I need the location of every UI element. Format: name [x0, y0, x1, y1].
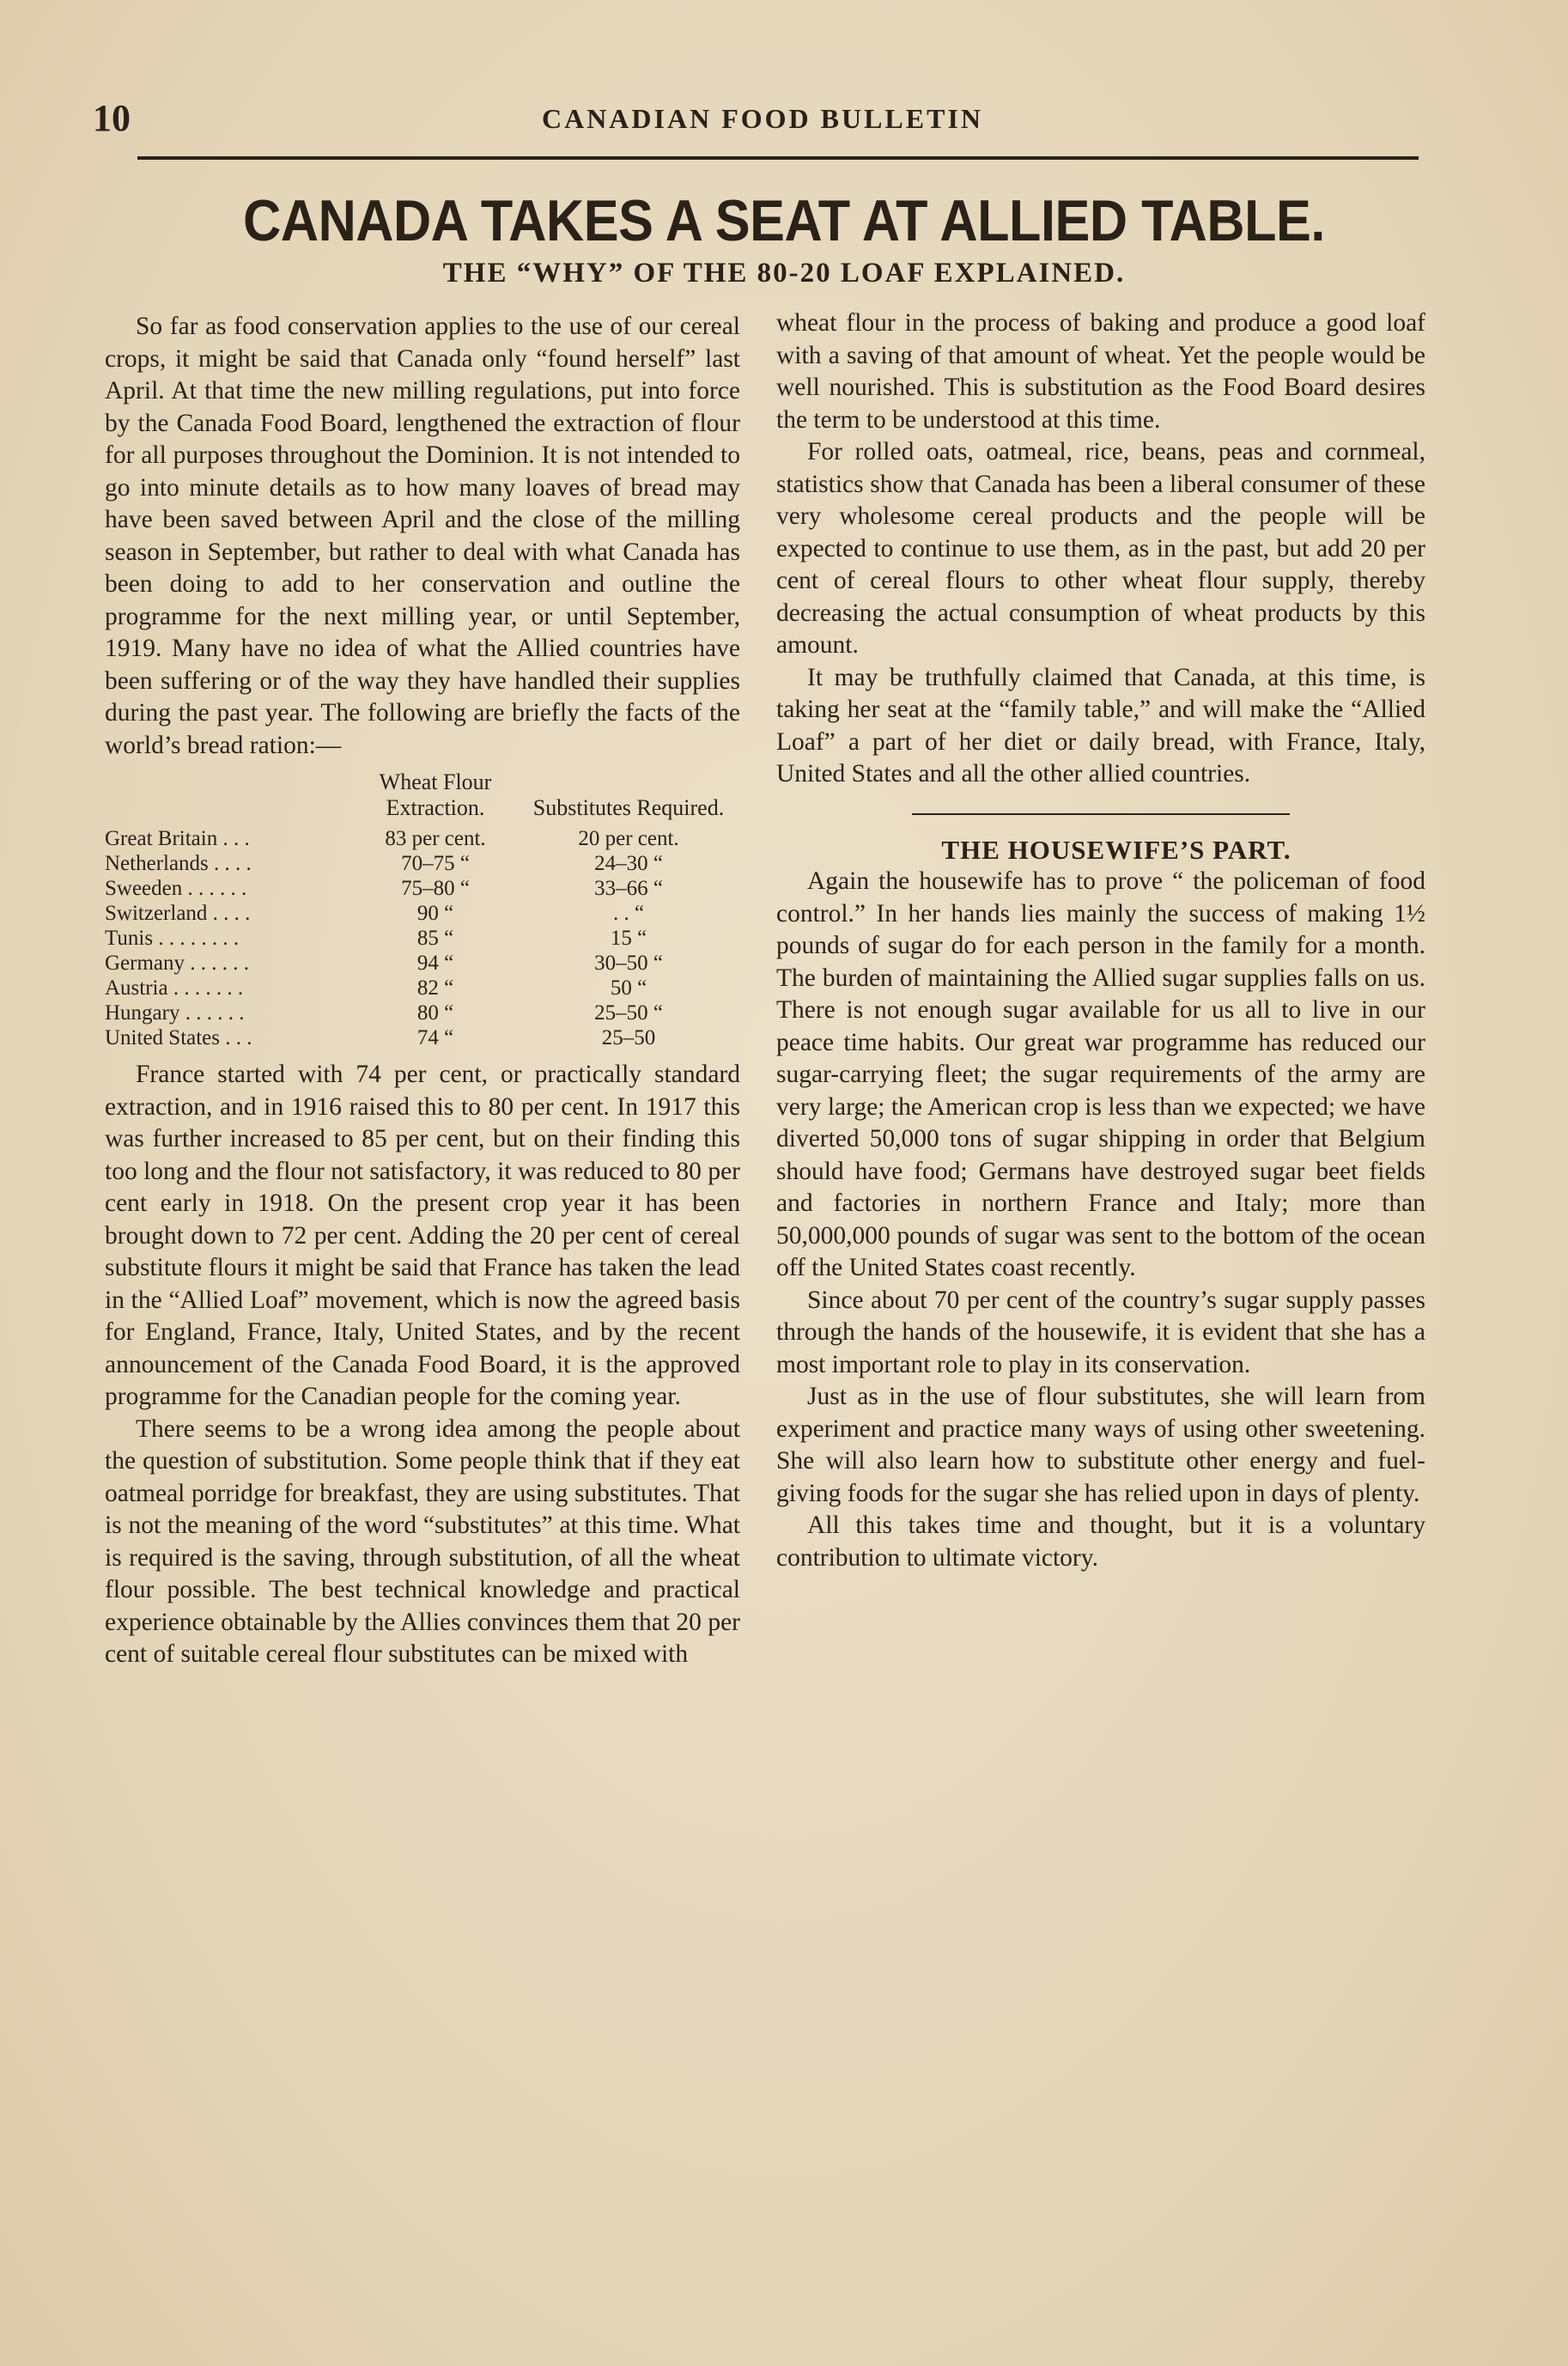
table-row — [105, 926, 740, 951]
extraction-cell: 70–75 “ — [401, 852, 470, 875]
table-row — [105, 976, 740, 1001]
table-row — [105, 826, 740, 851]
country-cell: Austria . . . . . . . — [105, 976, 244, 1000]
paragraph-france: France started with 74 per cent, or practically standard extraction, and in 1916 raised this to 80 per cent. In 1917 this was further increased to 85 per cent, but on their finding this too long and the flour not satisfactory, it was reduced to 80 per cent early in 1918. On the present crop year it has been brought down to 72 per cent. Adding the 20 per cent of cereal substitute flours it might be said that France has taken the lead in the “Allied Loaf” movement, which is now the agreed basis for England, France, Italy, United States, and by the recent announcement of the Canada Food Board, it is the approved programme for the Canadian people for the coming year. — [105, 1061, 740, 1410]
paragraph-sweetening: Just as in the use of flour substitutes, she will learn from experiment and practice many ways of using other sweetening. She will also learn how to substitute other energy and fuel-giving foods for the sugar she has relied upon in days of plenty. — [776, 1383, 1425, 1507]
paragraph-sugar-supply: Since about 70 per cent of the country’s sugar supply passes through the hands of the housewife, it is evident that she has a most important role to play in its conservation. — [776, 1286, 1425, 1378]
section-divider — [912, 813, 1290, 815]
extraction-cell: 90 “ — [416, 902, 454, 925]
table-row — [105, 876, 740, 901]
paragraph-intro: So far as food conservation applies to the use of our cereal crops, it might be said that Canada only “found herself” last April. At that time the new milling regulations, put into force by the Canada Food Board, lengthened the extraction of flour for all purposes throughout the Dominion. It is not intended to go into minute details as to how many loaves of bread may have been saved between April and the close of the milling season in September, but rather to deal with what Canada has been doing to add to her conservation and outline the programme for the next milling year, or until September, 1919. Many have no idea of what the Allied countries have been suffering or of the way they have handled their supplies during the past year. The following are briefly the facts of the world’s bread ration:— — [105, 313, 740, 759]
substitutes-cell: 25–50 “ — [594, 1001, 663, 1025]
country-cell: Netherlands . . . . — [105, 852, 252, 875]
extraction-cell: 85 “ — [416, 927, 454, 950]
substitutes-cell: 50 “ — [610, 976, 647, 1000]
extraction-cell: 80 “ — [416, 1001, 454, 1025]
table-header-row — [105, 769, 740, 826]
paragraph-cereals: For rolled oats, oatmeal, rice, beans, peas and cornmeal, statistics show that Canada has been a liberal consumer of these very wholesome cereal products and the people will be expected to continue to use them, as in the past, but add 20 per cent of cereal flours to other wheat flour supply, thereby decreasing the actual consumption of wheat products by this amount. — [776, 438, 1425, 659]
substitutes-cell: 20 per cent. — [578, 827, 679, 850]
header-rule — [137, 156, 1419, 160]
section-heading: THE HOUSEWIFE’S PART. — [941, 834, 1291, 865]
extraction-cell: 75–80 “ — [401, 877, 470, 900]
country-cell: Switzerland . . . . — [105, 902, 251, 925]
extraction-cell: 74 “ — [416, 1026, 454, 1049]
country-cell: Tunis . . . . . . . . — [105, 927, 240, 950]
country-cell: United States . . . — [105, 1026, 252, 1049]
country-cell: Sweeden . . . . . . — [105, 877, 247, 900]
substitutes-cell: 30–50 “ — [594, 952, 663, 975]
extraction-cell: 82 “ — [416, 976, 454, 1000]
paragraph-family-table: It may be truthfully claimed that Canada, at this time, is taking her seat at the “family table,” and will make the “Allied Loaf” a part of her diet or daily bread, with France, Italy, United States and all the other allied countries. — [776, 663, 1425, 788]
table-row — [105, 951, 740, 976]
extraction-cell: 83 per cent. — [385, 827, 486, 850]
paragraph-housewife: Again the housewife has to prove “ the policeman of food control.” In her hands lies mainly the success of making 1½ pounds of sugar do for each person in the family for a month. The burden of maintaining the Allied sugar supplies falls on us. There is not enough sugar available for us all to live in our peace time habits. Our great war programme has reduced our sugar-carrying fleet; the sugar requirements of the army are very large; the American crop is less than we expected; we have diverted 50,000 tons of sugar shipping in order that Belgium should have food; Germans have destroyed sugar beet fields and factories in northern France and Italy; more than 50,000,000 pounds of sugar was sent to the bottom of the ocean off the United States coast recently. — [776, 867, 1425, 1281]
table-header-extraction: Wheat Flour Extraction. — [379, 769, 492, 820]
article-headline: CANADA TAKES A SEAT AT ALLIED TABLE. — [243, 188, 1325, 253]
substitutes-cell: 33–66 “ — [594, 877, 663, 900]
left-column — [105, 311, 740, 1671]
page-number: 10 — [93, 97, 131, 139]
substitutes-cell: 25–50 — [601, 1026, 656, 1049]
paragraph-conclusion: All this takes time and thought, but it is a voluntary contribution to ultimate victory. — [776, 1511, 1425, 1572]
table-header-substitutes: Substitutes Required. — [532, 795, 725, 820]
bread-ration-table — [105, 769, 740, 1050]
extraction-cell: 94 “ — [416, 952, 454, 975]
substitutes-cell: 24–30 “ — [594, 852, 663, 875]
table-row — [105, 1025, 740, 1050]
publication-title: CANADIAN FOOD BULLETIN — [541, 103, 984, 134]
right-column — [776, 307, 1425, 1574]
substitutes-cell: . . “ — [612, 902, 645, 925]
country-cell: Hungary . . . . . . — [105, 1001, 245, 1025]
paragraph-continuation: wheat flour in the process of baking and produce a good loaf with a saving of that amount of wheat. Yet the people would be well nourished. This is substitution as the Food Board desires the term to be understood at this time. — [776, 309, 1425, 434]
article-subheadline: THE “WHY” OF THE 80-20 LOAF EXPLAINED. — [442, 258, 1126, 289]
country-cell: Great Britain . . . — [105, 827, 250, 850]
table-row — [105, 851, 740, 876]
substitutes-cell: 15 “ — [610, 927, 647, 950]
country-cell: Germany . . . . . . — [105, 952, 250, 975]
table-header-country — [105, 769, 354, 826]
running-header — [93, 96, 1432, 148]
table-row — [105, 901, 740, 926]
table-row — [105, 1001, 740, 1025]
paragraph-substitution: There seems to be a wrong idea among the people about the question of substitution. Some people think that if they eat oatmeal porridge for breakfast, they are using substitutes. That is not the meaning of the word “substitutes” at this time. What is required is the saving, through substitution, of all the wheat flour possible. The best technical knowledge and practical experience obtainable by the Allies convinces them that 20 per cent of suitable cereal flour substitutes can be mixed with — [105, 1414, 740, 1668]
